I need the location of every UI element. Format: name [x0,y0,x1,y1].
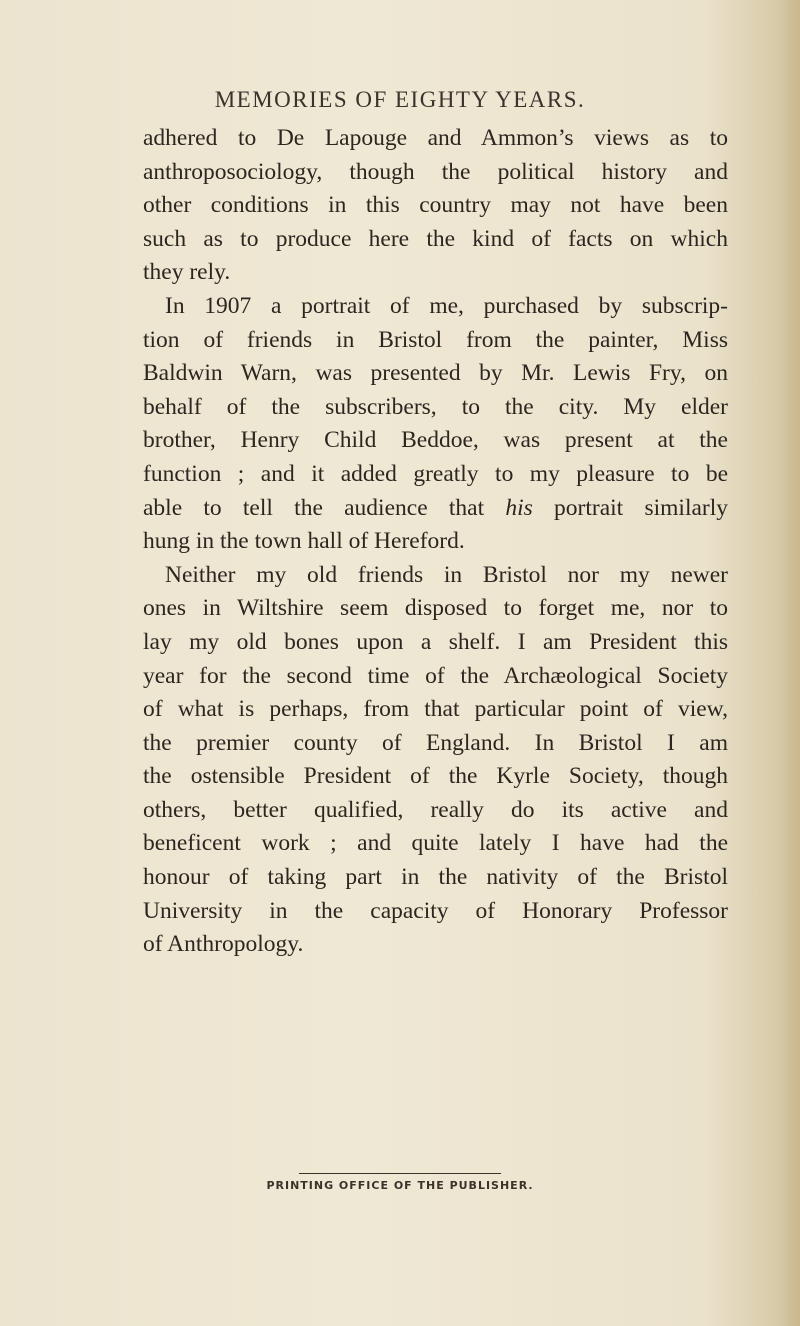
text-line: University in the capacity of Honorary Professor [143,897,728,924]
text-line: Baldwin Warn, was presented by Mr. Lewis Fry, on [143,360,728,387]
text-line: hung in the town hall of Hereford. [143,528,465,555]
text-line: In 1907 a portrait of me, purchased by subscrip- [165,292,728,319]
text-line: year for the second time of the Archæological Society [143,662,728,689]
text-fragment: portrait similarly [554,494,729,521]
text-line [143,492,728,526]
text-line: honour of taking part in the nativity of the Bristol [143,864,728,891]
text-line: of what is perhaps, from that particular point of view, [143,696,728,723]
body-text [143,122,728,962]
text-line: of Anthropology. [143,931,304,958]
text-line: tion of friends in Bristol from the painter, Miss [143,326,728,353]
italic-word: his [505,494,533,521]
running-head: MEMORIES OF EIGHTY YEARS. [214,87,586,112]
text-line: they rely. [143,259,231,286]
imprint-text: PRINTING OFFICE OF THE PUBLISHER. [266,1179,534,1192]
text-line: other conditions in this country may not have been [143,192,728,219]
text-line: such as to produce here the kind of facts on which [143,225,728,252]
text-line: Neither my old friends in Bristol nor my newer [165,561,728,588]
text-line: behalf of the subscribers, to the city. My elder [143,393,728,420]
text-line: beneficent work ; and quite lately I have had the [143,830,728,857]
text-line: lay my old bones upon a shelf. I am President this [143,628,728,655]
text-line: function ; and it added greatly to my pleasure to be [143,460,728,487]
text-line: the ostensible President of the Kyrle Society, though [143,763,728,790]
text-line: anthroposociology, though the political history and [143,158,728,185]
text-line: others, better qualified, really do its active and [143,796,728,823]
printer-imprint [0,1173,800,1194]
text-line: brother, Henry Child Beddoe, was present at the [143,427,728,454]
text-line: adhered to De Lapouge and Ammon’s views as to [143,125,728,151]
imprint-rule [299,1173,501,1174]
text-line: the premier county of England. In Bristol I am [143,729,728,756]
text-fragment: able to tell the audience that [143,494,485,521]
text-line: ones in Wiltshire seem disposed to forget me, nor to [143,595,728,622]
